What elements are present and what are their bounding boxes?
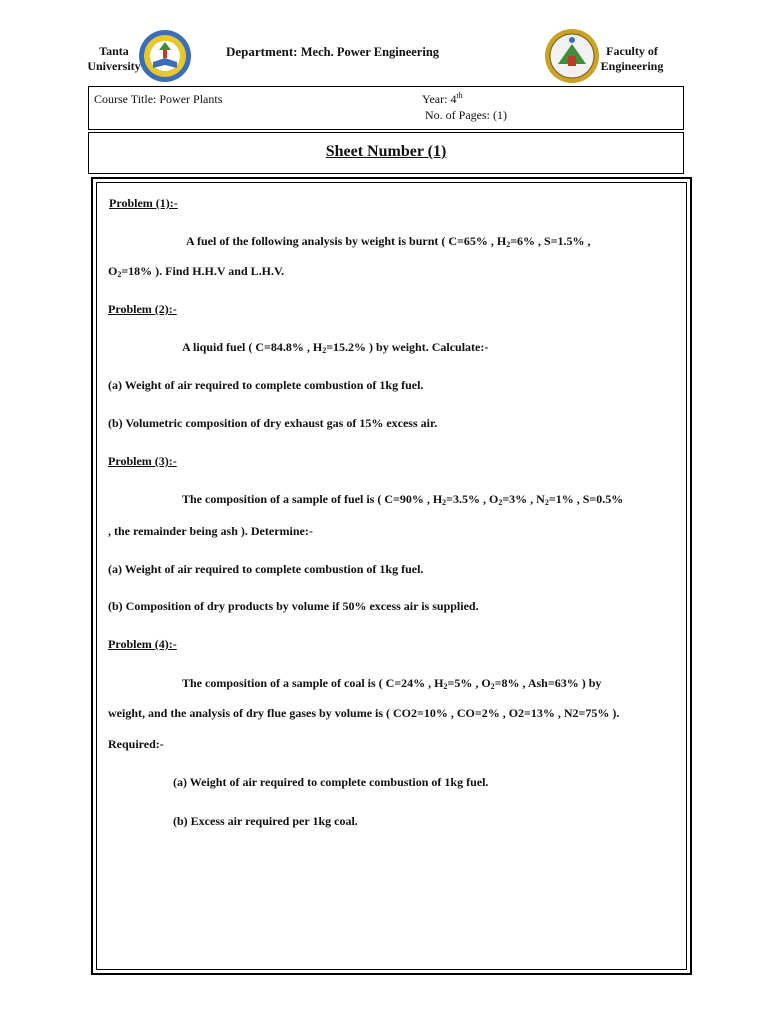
problem-2-item-b: (b) Volumetric composition of dry exhaust gas of 15% excess air. [108,416,438,430]
year-field: Year: 4th [422,91,463,106]
problem-2-heading: Problem (2):- [108,302,177,316]
problem-3-intro-line-1: The composition of a sample of fuel is ( C=90% , $H_2=3.5\%$ , $O_2=3\%$ , $N_2=1\%$ , S=0.5% [182,492,624,507]
problem-2-intro: A liquid fuel ( C=84.8% , $H_2=15.2\%$ ) by weight. Calculate:- [182,340,489,355]
problem-1-line-2: $O_2=18\%$ ). Find H.H.V and L.H.V. [108,264,285,279]
sheet-title: Sheet Number (1) [325,143,447,160]
problem-1-heading: Problem (1):- [109,196,178,210]
problem-3-item-a: (a) Weight of air required to complete combustion of 1kg fuel. [108,562,424,576]
course-title: Course Title: Power Plants [94,92,223,106]
problem-3-intro-line-2: , the remainder being ash ). Determine:- [108,524,313,538]
sheet-title-box [88,132,684,174]
problem-4-required: Required:- [108,737,164,751]
department-value: Mech. Power Engineering [300,45,440,59]
problem-1-line-1 [186,234,668,249]
tanta-university-label: Tanta University [87,44,141,73]
tanta-university-logo [137,28,193,84]
pages-field: No. of Pages: (1) [425,108,507,122]
department-line [226,44,439,60]
problem-3-item-b: (b) Composition of dry products by volume if 50% excess air is supplied. [108,599,479,613]
department-label: Department: [226,44,298,59]
faculty-of-engineering-logo [544,28,600,84]
course-info-box [88,86,684,130]
problem-4-intro-line-1: The composition of a sample of coal is ( C=24% , $H_2=5\%$ , $O_2=8\%$ , Ash=63% ) by [182,676,602,691]
faculty-of-engineering-label: Faculty of Engineering [600,44,664,73]
problem-3-heading: Problem (3):- [108,454,177,468]
problem-4-item-b: (b) Excess air required per 1kg coal. [173,814,358,828]
problem-1-text-a: A fuel of the following analysis by weight is burnt ( C=65% , $H_2=6\%$ , S=1.5% , [186,234,591,249]
problem-2-item-a: (a) Weight of air required to complete combustion of 1kg fuel. [108,378,424,392]
problem-4-heading: Problem (4):- [108,637,177,651]
problem-4-item-a: (a) Weight of air required to complete combustion of 1kg fuel. [173,775,489,789]
problem-4-intro-line-2: weight, and the analysis of dry flue gases by volume is ( CO2=10% , CO=2% , O2=13% , N2=75% ). [108,706,620,720]
